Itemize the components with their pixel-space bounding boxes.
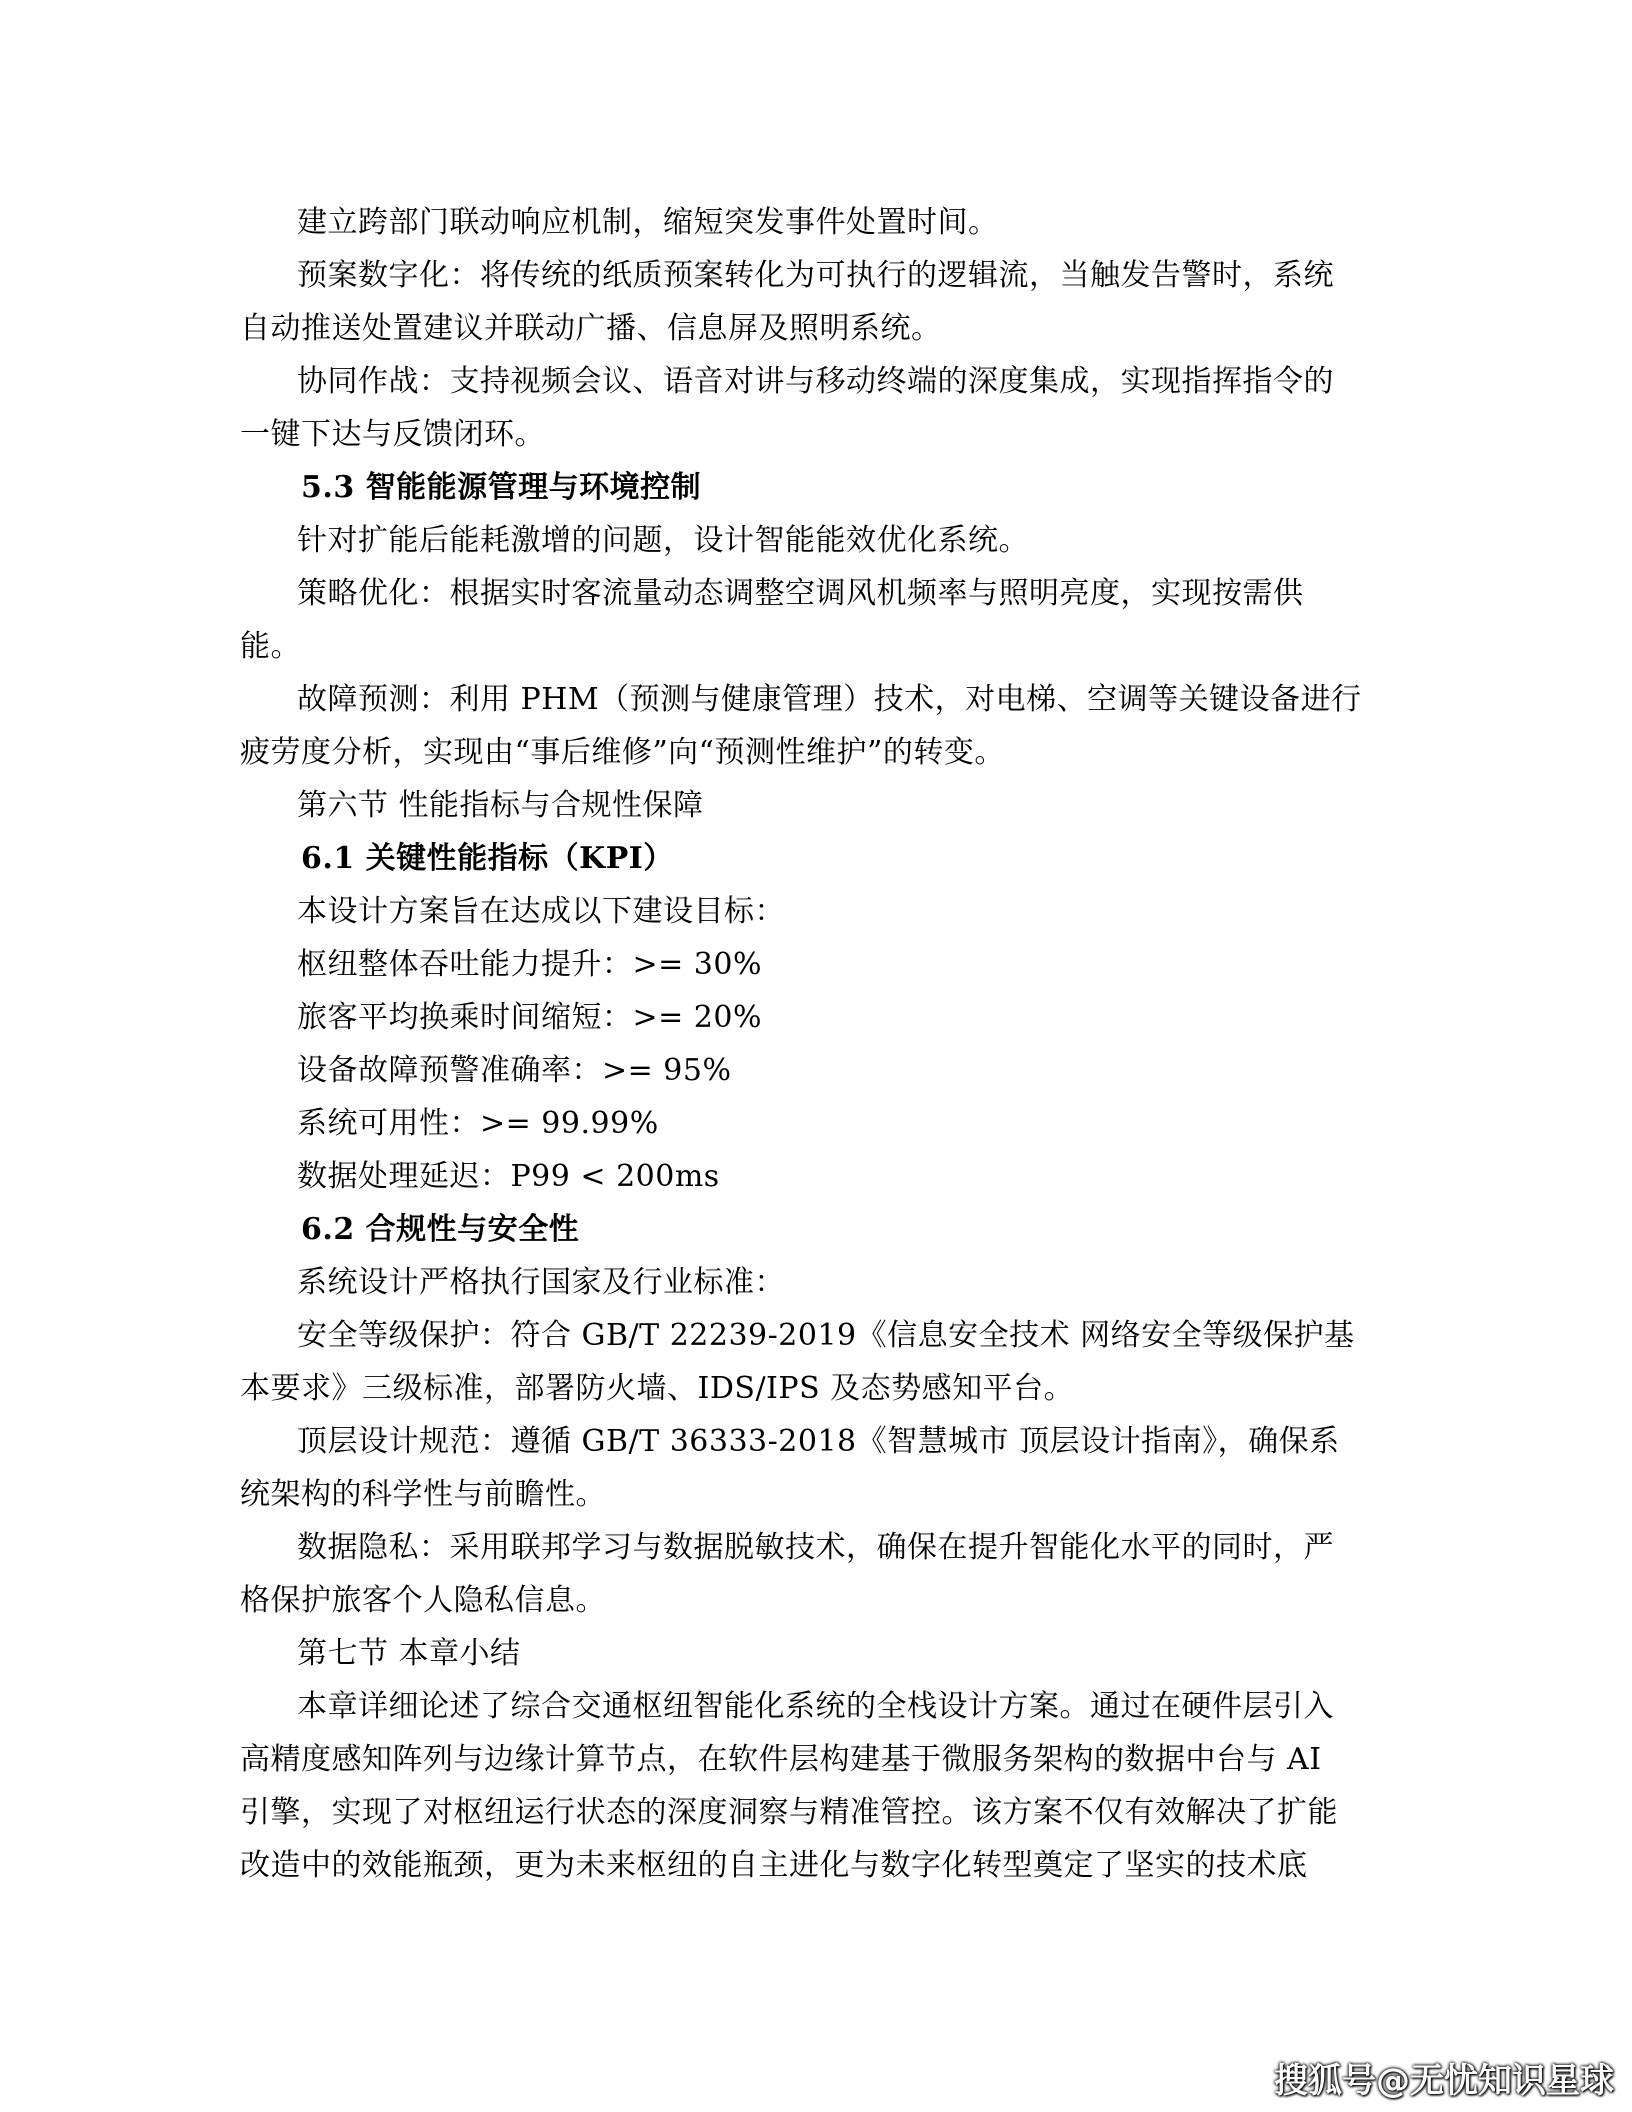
paragraph-line: 统架构的科学性与前瞻性。 — [240, 1477, 606, 1512]
paragraph-line: 疲劳度分析，实现由“事后维修”向“预测性维护”的转变。 — [240, 735, 1005, 770]
paragraph-line: 自动推送处置建议并联动广播、信息屏及照明系统。 — [240, 311, 942, 346]
paragraph-line: 本要求》三级标准，部署防火墙、IDS/IPS 及态势感知平台。 — [240, 1371, 1075, 1406]
paragraph-line: 本章详细论述了综合交通枢纽智能化系统的全栈设计方案。通过在硬件层引入 — [297, 1689, 1334, 1724]
section-heading-6-1: 6.1 关键性能指标（KPI） — [301, 841, 674, 876]
kpi-item: 设备故障预警准确率：>= 95% — [297, 1053, 732, 1088]
kpi-item: 系统可用性：>= 99.99% — [297, 1106, 659, 1141]
paragraph-line: 预案数字化：将传统的纸质预案转化为可执行的逻辑流，当触发告警时，系统 — [297, 258, 1334, 293]
paragraph-line: 能。 — [240, 629, 301, 664]
paragraph-line: 系统设计严格执行国家及行业标准： — [297, 1265, 785, 1300]
paragraph-line: 格保护旅客个人隐私信息。 — [240, 1583, 606, 1618]
paragraph-line: 协同作战：支持视频会议、语音对讲与移动终端的深度集成，实现指挥指令的 — [297, 364, 1334, 399]
kpi-item: 枢纽整体吞吐能力提升：>= 30% — [297, 947, 762, 982]
paragraph-line: 顶层设计规范：遵循 GB/T 36333-2018《智慧城市 顶层设计指南》，确保系 — [297, 1424, 1340, 1459]
paragraph-line: 策略优化：根据实时客流量动态调整空调风机频率与照明亮度，实现按需供 — [297, 576, 1304, 611]
paragraph-line: 本设计方案旨在达成以下建设目标： — [297, 894, 785, 929]
chapter-section-title: 第七节 本章小结 — [297, 1636, 521, 1671]
chapter-section-title: 第六节 性能指标与合规性保障 — [297, 788, 704, 823]
paragraph-line: 高精度感知阵列与边缘计算节点，在软件层构建基于微服务架构的数据中台与 AI — [240, 1742, 1322, 1777]
paragraph-line: 引擎，实现了对枢纽运行状态的深度洞察与精准管控。该方案不仅有效解决了扩能 — [240, 1795, 1338, 1830]
paragraph-line: 建立跨部门联动响应机制，缩短突发事件处置时间。 — [297, 205, 999, 240]
paragraph-line: 改造中的效能瓶颈，更为未来枢纽的自主进化与数字化转型奠定了坚实的技术底 — [240, 1848, 1308, 1883]
section-heading-5-3: 5.3 智能能源管理与环境控制 — [301, 470, 702, 505]
paragraph-line: 针对扩能后能耗激增的问题，设计智能能效优化系统。 — [297, 523, 1029, 558]
paragraph-line: 数据隐私：采用联邦学习与数据脱敏技术，确保在提升智能化水平的同时，严 — [297, 1530, 1334, 1565]
watermark-text: 搜狐号@无忧知识星球 — [1274, 2061, 1614, 2101]
kpi-item: 旅客平均换乘时间缩短：>= 20% — [297, 1000, 762, 1035]
paragraph-line: 一键下达与反馈闭环。 — [240, 417, 545, 452]
paragraph-line: 安全等级保护：符合 GB/T 22239-2019《信息安全技术 网络安全等级保护基 — [297, 1318, 1355, 1353]
paragraph-line: 故障预测：利用 PHM（预测与健康管理）技术，对电梯、空调等关键设备进行 — [297, 682, 1362, 717]
section-heading-6-2: 6.2 合规性与安全性 — [301, 1212, 580, 1247]
kpi-item: 数据处理延迟：P99 < 200ms — [297, 1159, 720, 1194]
